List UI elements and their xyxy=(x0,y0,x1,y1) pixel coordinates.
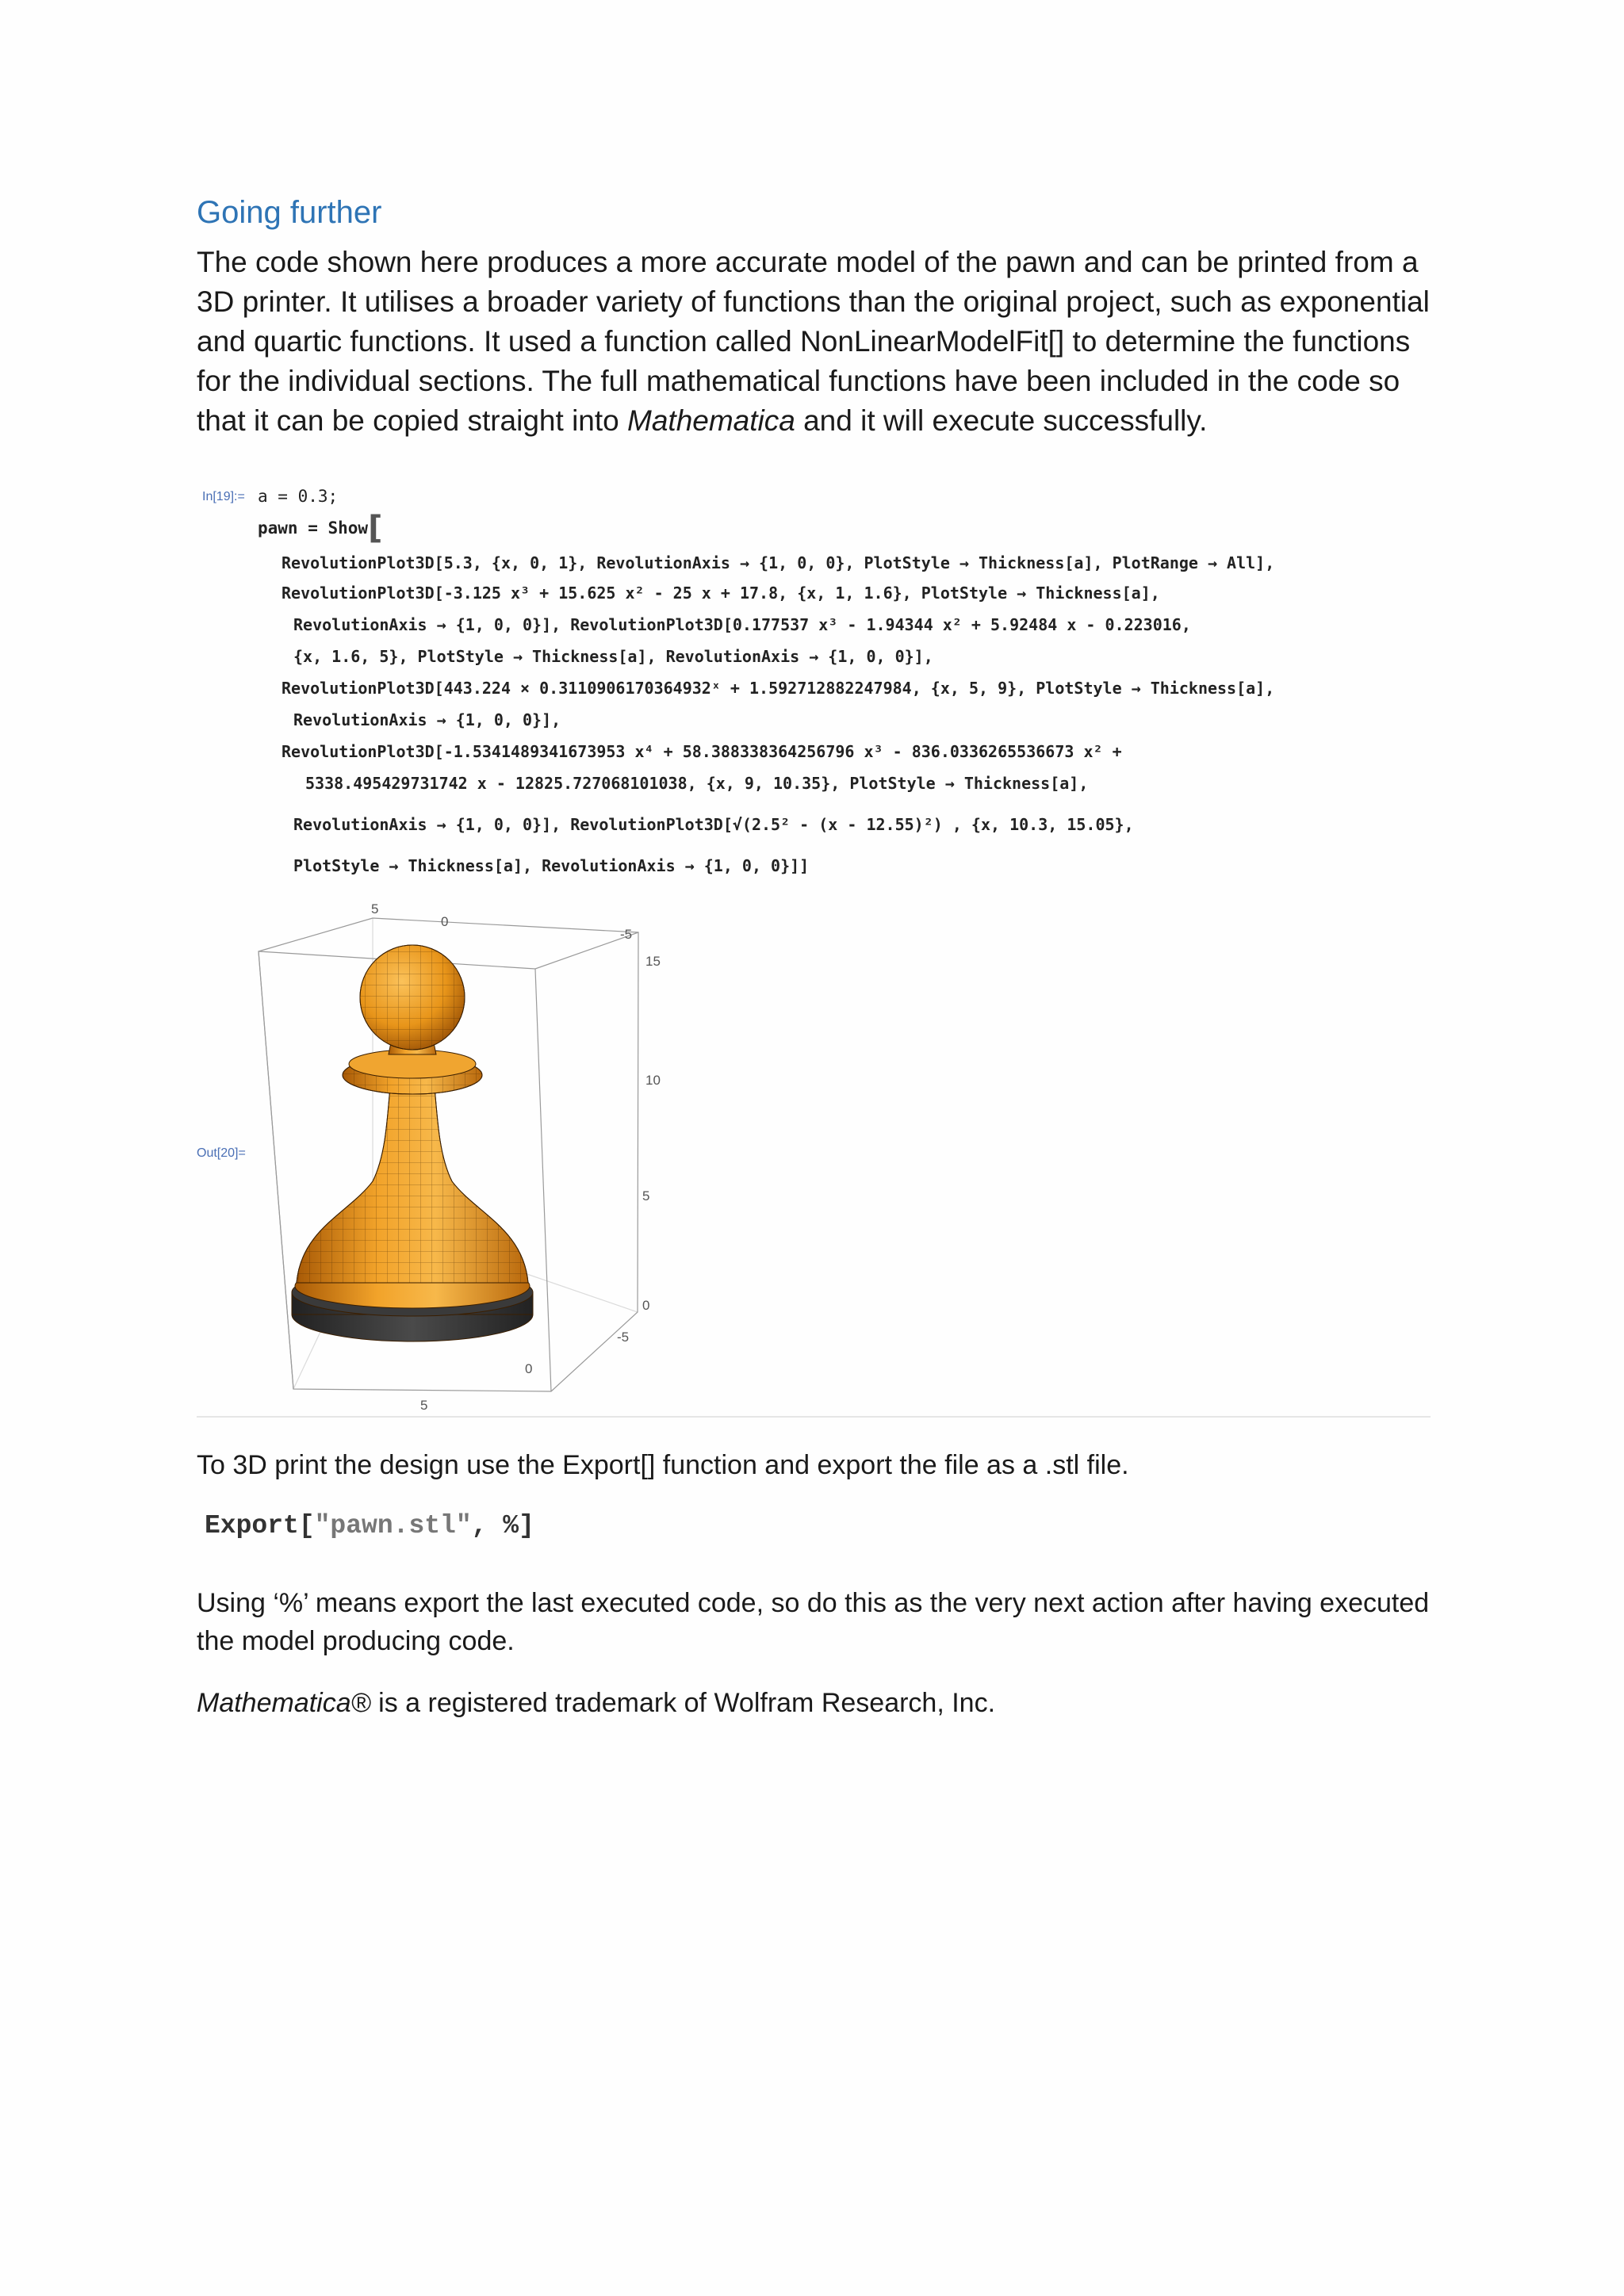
export-code-line xyxy=(205,1511,534,1540)
export-instructions: To 3D print the design use the Export[] function and export the file as a .stl file. xyxy=(197,1450,1129,1480)
code-line-10: 5338.495429731742 x - 12825.727068101038, {x, 9, 10.35}, PlotStyle → Thickness[a], xyxy=(305,774,1089,793)
tick-z-10: 10 xyxy=(645,1073,661,1088)
tick-top-0: 0 xyxy=(441,914,449,929)
code-line-2-text: pawn = Show xyxy=(258,519,369,538)
trademark-emphasis: Mathematica® xyxy=(197,1688,371,1718)
section-heading: Going further xyxy=(197,195,382,230)
tick-top-5: 5 xyxy=(371,901,379,916)
code-line-2 xyxy=(258,510,383,546)
intro-paragraph xyxy=(197,243,1434,441)
code-line-9: RevolutionPlot3D[-1.5341489341673953 x⁴ + 58.388338364256796 x³ - 836.0336265536673 x² + xyxy=(282,742,1122,761)
pawn-3d-plot xyxy=(254,896,698,1419)
tick-z-15: 15 xyxy=(645,954,661,969)
code-line-6: {x, 1.6, 5}, PlotStyle → Thickness[a], RevolutionAxis → {1, 0, 0}], xyxy=(293,647,933,666)
notebook-out-label: Out[20]= xyxy=(197,1146,246,1160)
usage-note: Using ‘%’ means export the last executed code, so do this as the very next action after having executed the model producing code. xyxy=(197,1588,1430,1656)
tick-bottom-m5: -5 xyxy=(617,1330,630,1345)
code-line-5: RevolutionAxis → {1, 0, 0}], RevolutionPlot3D[0.177537 x³ - 1.94344 x² + 5.92484 x - 0.223016, xyxy=(293,615,1191,634)
tick-top-m5: -5 xyxy=(620,927,633,942)
code-line-12: PlotStyle → Thickness[a], RevolutionAxis → {1, 0, 0}]] xyxy=(293,856,810,875)
export-fn: Export[ xyxy=(205,1511,315,1540)
intro-text-2: and it will execute successfully. xyxy=(795,404,1208,437)
code-line-7: RevolutionPlot3D[443.224 × 0.3110906170364932ˣ + 1.592712882247984, {x, 5, 9}, PlotStyle → Thickness[a], xyxy=(282,679,1275,698)
trademark-text: is a registered trademark of Wolfram Research, Inc. xyxy=(370,1688,996,1718)
export-filename: "pawn.stl" xyxy=(314,1511,472,1540)
notebook-in-label: In[19]:= xyxy=(202,490,245,503)
tick-bottom-5: 5 xyxy=(420,1398,428,1413)
tick-bottom-0: 0 xyxy=(525,1361,533,1376)
tick-z-0: 0 xyxy=(642,1298,650,1313)
code-line-4: RevolutionPlot3D[-3.125 x³ + 15.625 x² - 25 x + 17.8, {x, 1, 1.6}, PlotStyle → Thickness[a], xyxy=(282,584,1160,603)
trademark-note xyxy=(197,1684,1434,1722)
tick-z-5: 5 xyxy=(642,1188,650,1203)
export-rest: , %] xyxy=(471,1511,534,1540)
code-line-3: RevolutionPlot3D[5.3, {x, 0, 1}, RevolutionAxis → {1, 0, 0}, PlotStyle → Thickness[a], PlotRange → All], xyxy=(282,553,1275,572)
section-divider xyxy=(197,1416,1431,1418)
code-line-11: RevolutionAxis → {1, 0, 0}], RevolutionPlot3D[√(2.5² - (x - 12.55)²) , {x, 10.3, 15.05}, xyxy=(293,815,1134,834)
intro-emphasis: Mathematica xyxy=(627,404,795,437)
open-bracket-icon: [ xyxy=(368,510,383,546)
intro-text-1: The code shown here produces a more accurate model of the pawn and can be printed from a 3D printer. It utilises a broader variety of functions than the original project, such as exponential and quartic functions. It used a function called NonLinearModelFit[] to determine the functions for the individual sections. The full mathematical functions have been included in the code so that it can be copied straight into xyxy=(197,246,1430,437)
code-line-8: RevolutionAxis → {1, 0, 0}], xyxy=(293,710,561,729)
pawn-model xyxy=(292,945,533,1341)
code-line-1: a = 0.3; xyxy=(258,487,339,506)
